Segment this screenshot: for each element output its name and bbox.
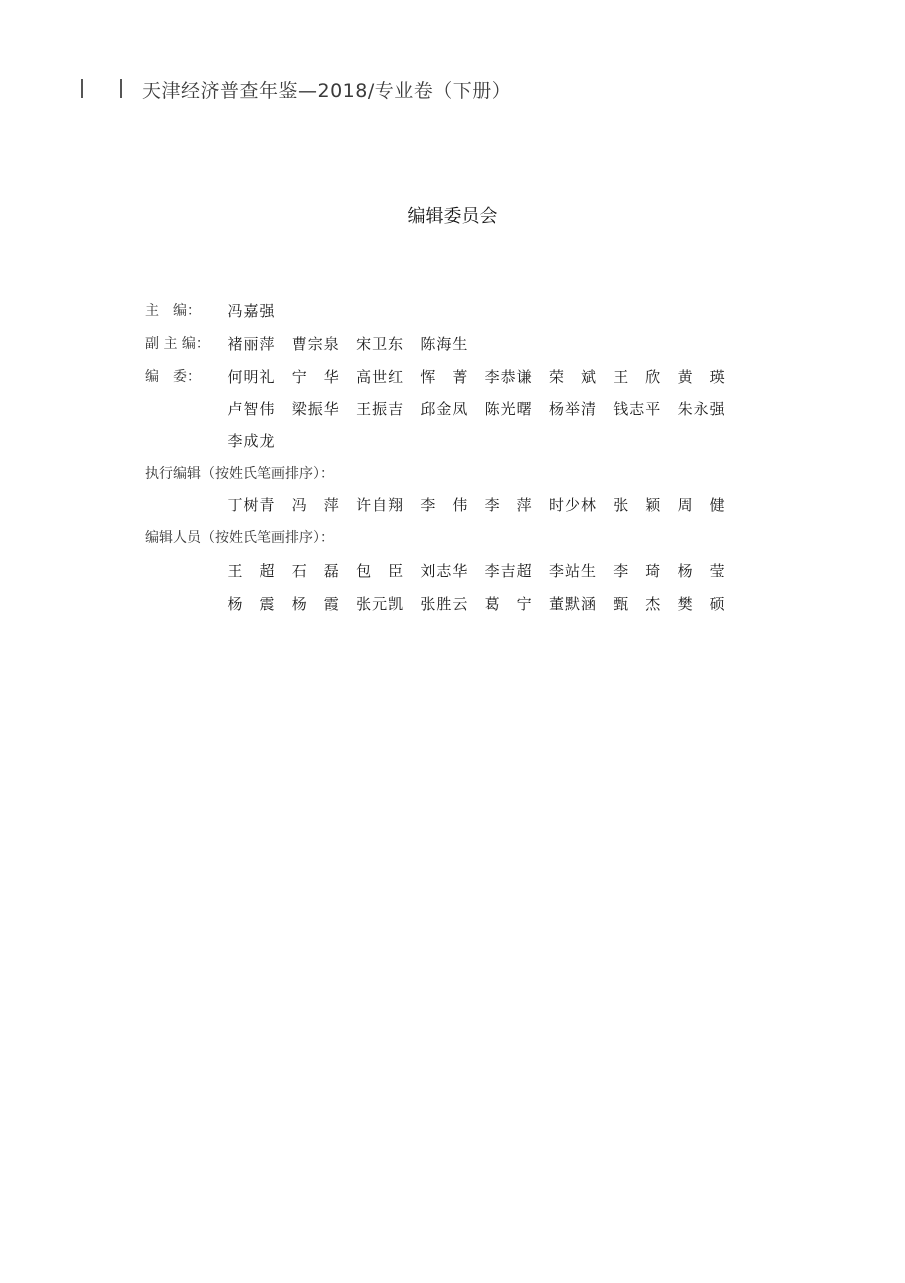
person-name: 梁 振 华 [291, 400, 339, 418]
person-name: 葛 宁 [484, 595, 532, 613]
editorial-members-label: 编 委： [145, 369, 201, 385]
chief-editor-label: 主 编： [145, 303, 201, 319]
person-name: 冯 嘉 强 [227, 302, 275, 320]
executive-editors-label: 执行编辑（按姓氏笔画排序）： [145, 466, 334, 482]
person-name: 李 成 龙 [227, 432, 275, 450]
person-name: 荣 斌 [548, 368, 596, 386]
running-header-title: 天津经济普查年鉴—2018/专业卷（下册） [142, 80, 512, 102]
person-name: 宁 华 [291, 368, 339, 386]
person-name: 王 超 [227, 562, 275, 580]
person-name: 李 萍 [484, 496, 532, 514]
header-rule-right [120, 79, 122, 98]
person-name: 甄 杰 [613, 595, 661, 613]
person-name: 高 世 红 [356, 368, 404, 386]
person-name: 杨 举 清 [548, 400, 596, 418]
person-name: 石 磊 [291, 562, 339, 580]
person-name: 陈 海 生 [420, 335, 468, 353]
person-name: 周 健 [677, 496, 725, 514]
person-name: 时 少 林 [548, 496, 596, 514]
person-name: 张 颖 [613, 496, 661, 514]
person-name: 陈 光 曙 [484, 400, 532, 418]
person-name: 李 琦 [613, 562, 661, 580]
person-name: 张 元 凯 [356, 595, 404, 613]
person-name: 何 明 礼 [227, 368, 275, 386]
editorial-staff-label: 编辑人员（按姓氏笔画排序）： [145, 530, 334, 546]
person-name: 丁 树 青 [227, 496, 275, 514]
person-name: 董 默 涵 [548, 595, 596, 613]
person-name: 刘 志 华 [420, 562, 468, 580]
person-name: 王 欣 [613, 368, 661, 386]
person-name: 恽 菁 [420, 368, 468, 386]
person-name: 许 自 翔 [356, 496, 404, 514]
person-name: 王 振 吉 [356, 400, 404, 418]
person-name: 褚 丽 萍 [227, 335, 275, 353]
person-name: 朱 永 强 [677, 400, 725, 418]
person-name: 李 吉 超 [484, 562, 532, 580]
running-header [0, 76, 905, 102]
person-name: 邱 金 凤 [420, 400, 468, 418]
header-rule-left [81, 79, 83, 98]
page-title: 编辑委员会 [407, 206, 498, 227]
person-name: 黄 瑛 [677, 368, 725, 386]
deputy-chief-editor-label: 副 主 编： [145, 336, 210, 352]
person-name: 张 胜 云 [420, 595, 468, 613]
person-name: 樊 硕 [677, 595, 725, 613]
person-name: 杨 莹 [677, 562, 725, 580]
person-name: 李 站 生 [548, 562, 596, 580]
person-name: 杨 霞 [291, 595, 339, 613]
person-name: 曹 宗 泉 [291, 335, 339, 353]
person-name: 冯 萍 [291, 496, 339, 514]
person-name: 杨 震 [227, 595, 275, 613]
person-name: 宋 卫 东 [356, 335, 404, 353]
person-name: 包 臣 [356, 562, 404, 580]
person-name: 钱 志 平 [613, 400, 661, 418]
person-name: 卢 智 伟 [227, 400, 275, 418]
person-name: 李 伟 [420, 496, 468, 514]
person-name: 李 恭 谦 [484, 368, 532, 386]
